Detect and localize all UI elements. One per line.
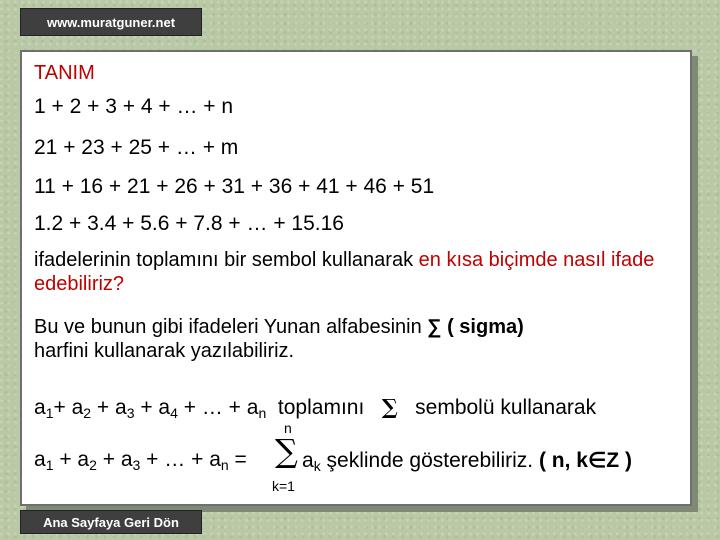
sum-lower-limit: k=1 (272, 478, 295, 494)
site-url-badge: www.muratguner.net (20, 8, 202, 36)
expression-line-2: 21 + 23 + 25 + … + m (34, 136, 239, 159)
sum-end-text: sembolü kullanarak (415, 396, 597, 419)
sum-description-line (34, 394, 596, 421)
sigma-icon: ∑ (381, 394, 398, 419)
question-text (34, 248, 684, 296)
question-part: ifadelerinin toplamını bir sembol kullanarak (34, 249, 419, 271)
formula-equals: = (234, 448, 247, 471)
expression-line-1: 1 + 2 + 3 + 4 + … + n (34, 95, 234, 118)
back-home-button[interactable]: Ana Sayfaya Geri Dön (20, 510, 202, 534)
formula-term-sub: k (313, 458, 321, 474)
formula-condition: ( n, k∈Z ) (538, 449, 632, 472)
formula-term: a (302, 449, 314, 472)
sum-upper-limit: n (284, 420, 292, 436)
sigma-paragraph-part1: Bu ve bunun gibi ifadeleri Yunan alfabesinin (34, 316, 428, 338)
expression-line-3: 11 + 16 + 21 + 26 + 31 + 36 + 41 + 46 + 51 (34, 175, 435, 198)
expression-line-4: 1.2 + 3.4 + 5.6 + 7.8 + … + 15.16 (34, 212, 344, 235)
formula-text: şeklinde gösterebiliriz. (326, 449, 534, 472)
sum-sigma-icon: ∑ (275, 432, 298, 470)
question-highlight: en kısa biçimde nasıl ifade edebiliriz? (34, 249, 655, 295)
sum-series: $a_1+ a_2 + a_3 + a_4$ + … + $a_n$ (34, 396, 267, 421)
sigma-name: ∑ ( sigma) (427, 316, 524, 338)
sigma-paragraph (34, 315, 684, 363)
sum-tail-text: toplamını (277, 396, 365, 419)
slide-title: TANIM (34, 62, 95, 84)
slide-panel (20, 50, 692, 506)
formula-lhs: $a_1 + a_2 + a_3$ + … + $a_n$ = (34, 448, 247, 473)
sigma-paragraph-part2: harfini kullanarak yazılabiliriz. (34, 340, 295, 362)
formula-rhs (302, 448, 632, 474)
